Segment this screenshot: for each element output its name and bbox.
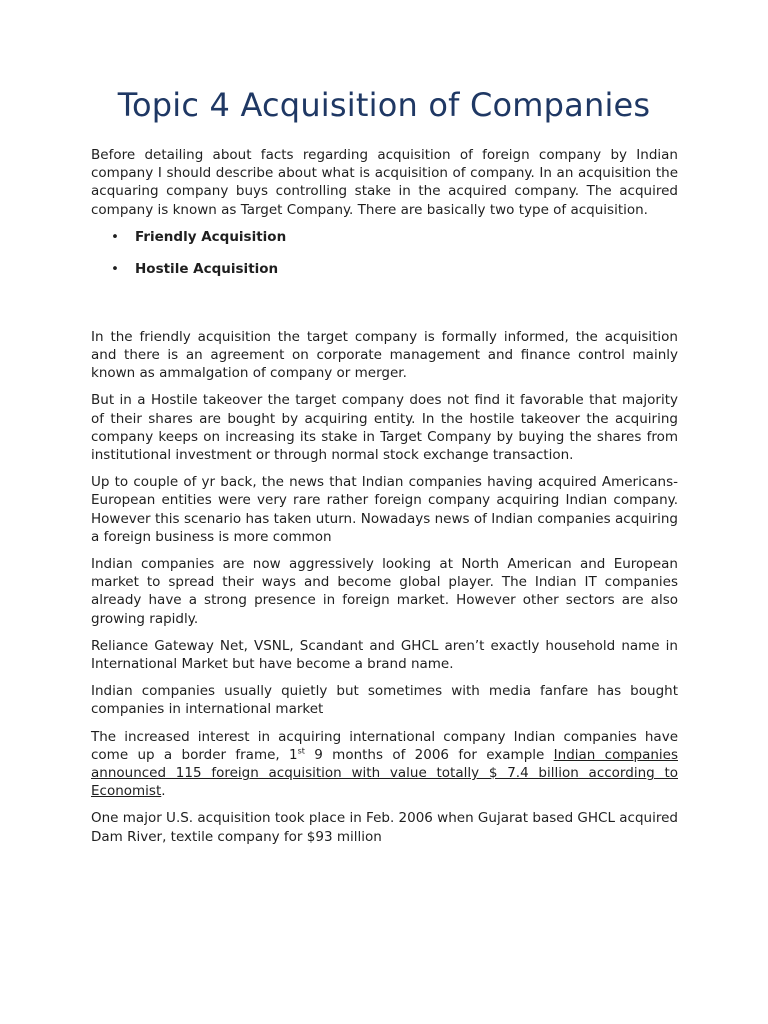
interest-text-2: 9 months of 2006 for example [304, 746, 554, 763]
interest-text-1: The increased interest in acquiring international company Indian companies have come up a border frame, 1 [91, 728, 678, 763]
spacer [91, 292, 678, 328]
bullet-icon: • [111, 260, 119, 277]
brands-paragraph: Reliance Gateway Net, VSNL, Scandant and GHCL aren’t exactly household name in International Market but have become a brand name. [91, 637, 678, 673]
final-paragraph: One major U.S. acquisition took place in Feb. 2006 when Gujarat based GHCL acquired Dam River, textile company for $93 million [91, 810, 678, 845]
bullet-icon: • [111, 228, 119, 245]
list-item [91, 228, 678, 246]
ordinal-superscript: st [297, 746, 305, 756]
list-item-label: Hostile Acquisition [135, 260, 279, 277]
list-item [91, 260, 678, 278]
fanfare-paragraph: Indian companies usually quietly but sometimes with media fanfare has bought companies in international market [91, 683, 678, 718]
aggressive-paragraph: Indian companies are now aggressively looking at North American and European market to spread their ways and become global player. The Indian IT companies already have a strong presence in foreign market. However other sectors are also growing rapidly. [91, 556, 678, 627]
acquisition-types-list [91, 228, 678, 278]
history-paragraph: Up to couple of yr back, the news that Indian companies having acquired Americans- European entities were very rare rather foreign company acquiring Indian company. However this scenario has taken uturn. Nowadays news of Indian companies acquiring a foreign business is more common [91, 474, 678, 545]
interest-text-3: . [161, 783, 166, 800]
friendly-paragraph: In the friendly acquisition the target company is formally informed, the acquisition and there is an agreement on corporate management and finance control mainly known as ammalgation of company or merger. [91, 328, 678, 382]
page-title: Topic 4 Acquisition of Companies [117, 86, 651, 124]
economist-citation: Indian companies announced 115 foreign acquisition with value totally $ 7.4 billion according to Economist [91, 746, 678, 800]
list-item-label: Friendly Acquisition [135, 228, 287, 245]
intro-paragraph: Before detailing about facts regarding acquisition of foreign company by Indian company I should describe about what is acquisition of company. In an acquisition the acquaring company buys controlling stake in the acquired company. The acquired company is known as Target Company. There are basically two type of acquisition. [91, 147, 678, 218]
hostile-paragraph: But in a Hostile takeover the target company does not find it favorable that majority of their shares are bought by acquiring entity. In the hostile takeover the acquiring company keeps on increasing its stake in Target Company by buying the shares from institutional investment or through normal stock exchange transaction. [91, 392, 678, 464]
document-body [91, 146, 678, 855]
interest-paragraph [91, 728, 678, 801]
